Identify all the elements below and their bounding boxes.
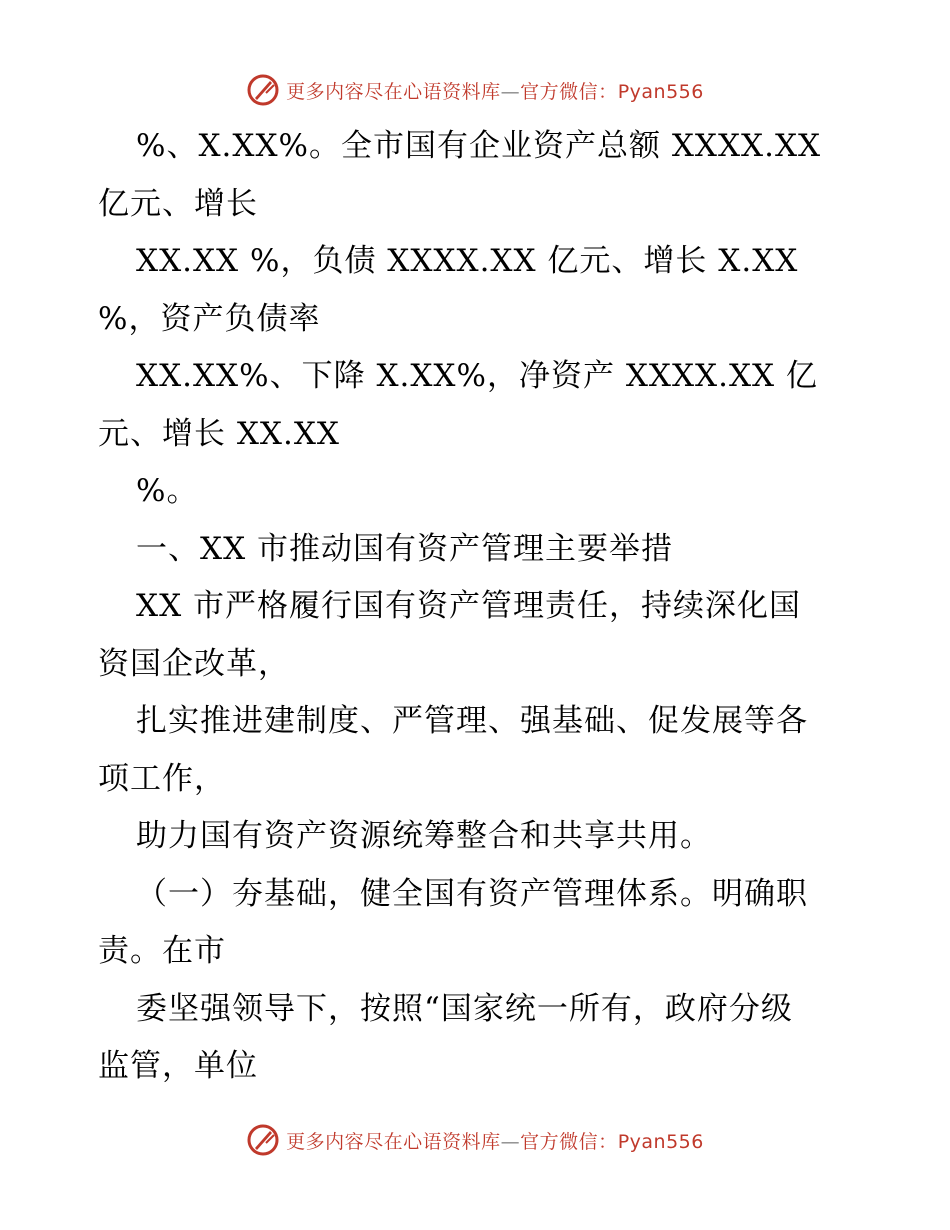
watermark-footer [0,1120,950,1160]
watermark-text: 更多内容尽在心语资料库—官方微信：Pyan556 [286,1130,704,1153]
text-line: XX.XX%、下降 X.XX%，净资产 XXXX.XX 亿 [136,358,818,394]
text-line: （一）夯基础，健全国有资产管理体系。明确职 [136,875,808,912]
text-line: 委坚强领导下，按照“国家统一所有，政府分级 [136,990,793,1027]
text-line: 责。在市 [98,933,226,969]
text-line: 项工作， [98,760,226,797]
text-line: 资国企改革， [98,645,290,682]
text-line: 亿元、增长 [98,185,258,222]
text-line: 扎实推进建制度、严管理、强基础、促发展等各 [136,703,808,739]
text-line: 监管，单位 [98,1048,258,1084]
text-line: %。 [136,473,199,509]
quill-logo-icon [246,1123,280,1157]
text-line: 元、增长 XX.XX [98,415,340,452]
text-line: 助力国有资产资源统筹整合和共享共用。 [136,818,712,854]
document-body [98,118,868,1096]
text-line: 一、XX 市推动国有资产管理主要举措 [136,530,673,567]
text-line: %，资产负债率 [98,300,321,337]
watermark-header [0,70,950,110]
watermark-text: 更多内容尽在心语资料库—官方微信：Pyan556 [286,80,704,103]
text-line: %、X.XX%。全市国有企业资产总额 XXXX.XX [136,128,822,164]
quill-logo-icon [246,73,280,107]
text-line: XX.XX %，负债 XXXX.XX 亿元、增长 X.XX [136,243,799,279]
text-line: XX 市严格履行国有资产管理责任，持续深化国 [136,588,801,624]
